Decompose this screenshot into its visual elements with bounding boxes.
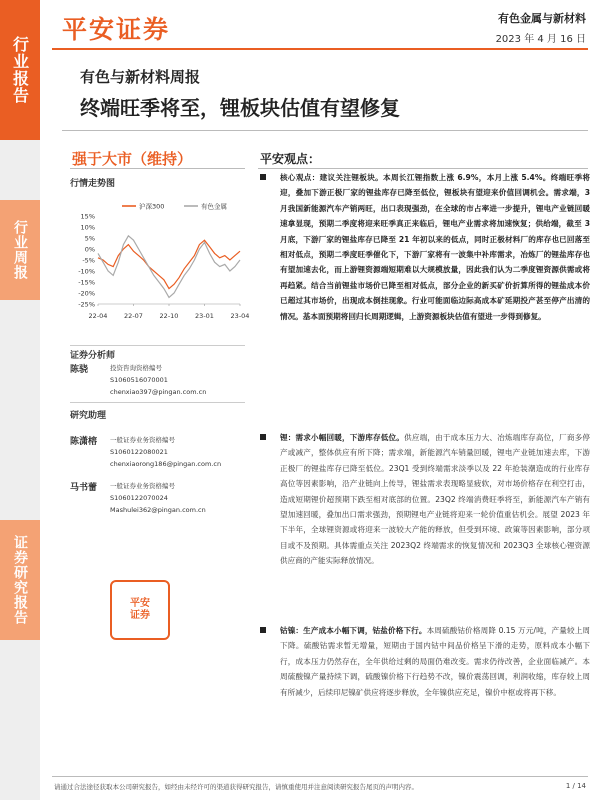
bullet-icon bbox=[260, 174, 266, 180]
assistant-name: 陈潇榕 bbox=[70, 437, 98, 447]
rating-divider bbox=[70, 168, 245, 169]
view-point bbox=[260, 430, 590, 569]
assistants-section-label: 研究助理 bbox=[70, 411, 107, 421]
y-tick-label: -5% bbox=[82, 256, 95, 265]
assistant-cert-number: S1060122070024 bbox=[110, 494, 168, 502]
y-tick-label: 5% bbox=[84, 234, 95, 243]
industry-name: 有色金属与新材料 bbox=[498, 12, 586, 25]
y-tick-label: -15% bbox=[78, 278, 95, 287]
analyst-cert-label: 投资咨询资格编号 bbox=[110, 364, 162, 372]
y-tick-label: -20% bbox=[78, 289, 95, 298]
legend-label: 沪深300 bbox=[139, 202, 165, 211]
y-tick-label: -10% bbox=[78, 267, 95, 276]
view-point bbox=[260, 623, 590, 700]
assistant-cert-label: 一般证券业务资格编号 bbox=[110, 436, 175, 444]
assistant-cert-label: 一般证券业务资格编号 bbox=[110, 482, 175, 490]
report-type: 有色与新材料周报 bbox=[80, 68, 201, 86]
view-point-heading: 锂：需求小幅回暖，下游库存低位。 bbox=[280, 433, 405, 442]
analyst-info bbox=[110, 362, 270, 398]
divider bbox=[70, 402, 245, 403]
qr-text: 平安 bbox=[130, 598, 150, 609]
view-point bbox=[260, 170, 590, 324]
assistant-email: Mashulei362@pingan.com.cn bbox=[110, 506, 206, 514]
chart-section-label: 行情走势图 bbox=[70, 179, 116, 189]
legend-label: 有色金属 bbox=[201, 202, 227, 211]
assistant-cert-number: S1060122080021 bbox=[110, 448, 168, 456]
bullet-icon bbox=[260, 434, 266, 440]
report-date: 2023 年 4 月 16 日 bbox=[495, 34, 586, 45]
rating: 强于大市（维持） bbox=[72, 150, 193, 168]
x-tick-label: 22-07 bbox=[124, 312, 143, 320]
market-trend-chart bbox=[70, 196, 250, 332]
sidebar-tag-research bbox=[0, 520, 40, 640]
qr-code bbox=[110, 580, 170, 640]
y-tick-label: 10% bbox=[80, 223, 95, 232]
footer-disclaimer: 请通过合法途径获取本公司研究报告，如经由未经许可的渠道获得研究报告，请慎重使用并注意阅读研究报告尾页的声明内容。 bbox=[54, 783, 418, 791]
header-rule bbox=[52, 48, 588, 50]
sidebar-label: 行业报告 bbox=[10, 36, 30, 104]
x-tick-label: 23-01 bbox=[195, 312, 214, 320]
qr-text: 证券 bbox=[130, 610, 150, 621]
analyst-cert-number: S1060516070001 bbox=[110, 376, 168, 384]
bullet-icon bbox=[260, 627, 266, 633]
y-tick-label: 0% bbox=[84, 245, 95, 254]
y-tick-label: 15% bbox=[80, 212, 95, 221]
views-heading: 平安观点： bbox=[260, 152, 321, 166]
report-title: 终端旺季将至，锂板块估值有望修复 bbox=[80, 96, 400, 120]
series-line-hs300 bbox=[98, 240, 240, 288]
sidebar-label: 行业周报 bbox=[12, 220, 28, 280]
assistant-info bbox=[110, 480, 270, 516]
analyst-name: 陈骁 bbox=[70, 365, 89, 375]
assistant-info bbox=[110, 434, 270, 470]
sidebar-label: 证券研究报告 bbox=[12, 535, 28, 625]
x-tick-label: 22-10 bbox=[159, 312, 179, 320]
title-divider bbox=[62, 130, 588, 131]
analyst-email: chenxiao397@pingan.com.cn bbox=[110, 388, 207, 396]
view-point-text: 本周硫酸钴价格周降 0.15 万元/吨，产量较上周下降。硫酸钴需求暂无增量，短期由于国内钴中间品价格呈下滑的走势，原料成本小幅下行，成本压力仍然存在，全年供给过剩的局面仍难改变。需求仍待改善，企业面临减产。本周硫酸镍产量持续下调，硫酸镍价格下行趋势不改，镍价震荡回调，利润收缩，库存较上周有所减少，后续印尼镍矿供应将逐步释放，全年镍供应充足，镍价中枢或将再下移。 bbox=[280, 626, 591, 697]
footer-divider bbox=[52, 776, 588, 777]
view-point-heading: 钴镍：生产成本小幅下调，钴盐价格下行。 bbox=[280, 626, 427, 635]
y-tick-label: -25% bbox=[78, 300, 95, 309]
sidebar-tag-weekly bbox=[0, 200, 40, 300]
assistant-name: 马书蕾 bbox=[70, 483, 98, 493]
x-tick-label: 23-04 bbox=[230, 312, 250, 320]
company-logo: 平安证券 bbox=[62, 15, 171, 44]
page-number: 1 / 14 bbox=[565, 782, 586, 790]
views-divider bbox=[258, 168, 588, 169]
divider bbox=[70, 345, 245, 346]
assistant-email: chenxiaorong186@pingan.com.cn bbox=[110, 460, 222, 468]
view-point-text: 核心观点：建议关注锂板块。本周长江锂指数上涨 6.9%，本月上涨 5.4%。终端旺季将迎，叠加下游正极厂家的锂盐库存已降至低位，锂板块有望迎来价值回调机会。需求端，3 月我国新能源汽车产销两旺，出口表现强劲，在全球的市占率进一步提升，锂电产业链回暖速拿显现，预期二季度将迎来旺季真正来临后，锂电产业需求将加速恢复；供给端，截至 3 月底，下游厂家的锂盐库存已降至 21 年初以来的低点，同时正极材料厂的库存也已回落至相对低点，预期二季度旺季催化下，下游厂家将有一波集中补库需求，冶炼厂的锂盐库存也有望加速去化，而上游锂资源端短期难以大规模放量，因此我们认为二季度锂资源供需或将再趋紧。结合当前锂盐市场价已降至相对低点，部分企业的新买矿价折算所得的锂盐成本价已超过其市场价，出现成本倒挂现象。行业可能面临边际高成本矿延期投产甚至停产出清的情况。基本面预期将回归长周期逻辑，上游资源板块估值有望进一步得到修复。 bbox=[280, 173, 590, 321]
sidebar-tag-industry-report bbox=[0, 0, 40, 140]
analysts-section-label: 证券分析师 bbox=[70, 351, 116, 361]
x-tick-label: 22-04 bbox=[88, 312, 108, 320]
left-sidebar bbox=[0, 0, 40, 800]
view-point-text: 供应端，由于成本压力大、冶炼端库存高位，厂商多停产或减产，整体供应有所下降；需求端，新能源汽车销量回暖，锂电产业链加速去库，下游正极厂的锂盐库存已降至低位。23Q1 受到终端需求淡季以及 22 年抢装潮造成的行业库存高位等因素影响，沿产业链向上传导，锂盐需求表现略显疲软，对市场价格存在利空打击，造成短期锂价超预期下跌至相对底部的位置。23Q2 终端消费旺季将至，新能源汽车产销有望加速回暖，叠加出口需求强劲，预期锂电产业链将迎来一轮价值重估机会。展望 2023 年下半年，全球锂资源或将迎来一波较大产能的释放，但受到环境、政策等因素影响，部分项目或不及预期。具体需重点关注 2023Q2 终端需求的恢复情况和 2023Q3 全球核心锂资源供应商的产能实际释放情况。 bbox=[280, 433, 590, 566]
